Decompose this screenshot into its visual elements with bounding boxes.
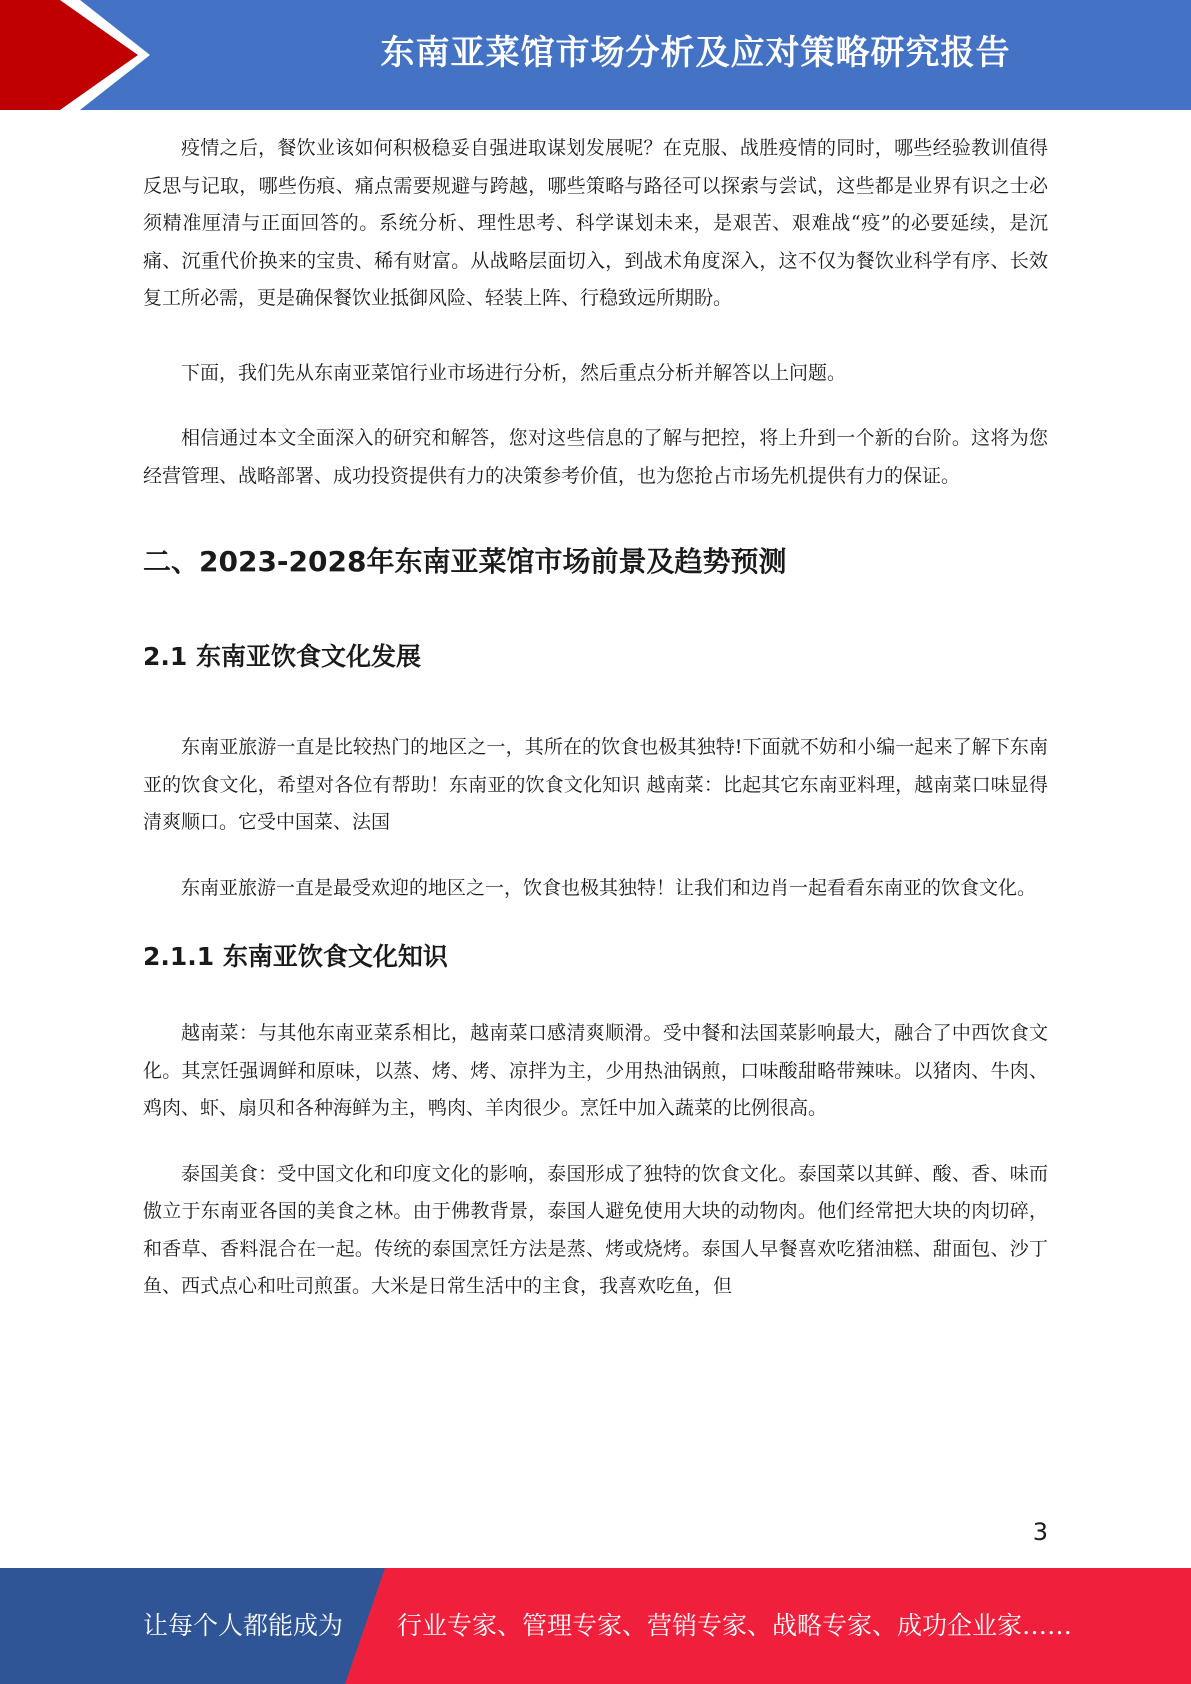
subsection-heading: 2.1 东南亚饮食文化发展	[143, 642, 421, 671]
page-footer	[0, 1568, 1191, 1684]
intro-paragraph: 下面，我们先从东南亚菜馆行业市场进行分析，然后重点分析并解答以上问题。	[181, 361, 847, 384]
page-content	[143, 130, 1048, 1306]
body-paragraph: 东南亚旅游一直是最受欢迎的地区之一，饮食也极其独特！让我们和边肖一起看看东南亚的饮食文化。	[181, 876, 1037, 899]
footer-slogan-left: 让每个人都能成为	[143, 1611, 344, 1640]
page-header	[0, 0, 1191, 110]
subsection-heading: 2.1.1 东南亚饮食文化知识	[143, 942, 448, 971]
section-heading: 二、2023-2028年东南亚菜馆市场前景及趋势预测	[143, 545, 787, 578]
intro-paragraph: 相信通过本文全面深入的研究和解答，您对这些信息的了解与把控，将上升到一个新的台阶。这将为您经营管理、战略部署、成功投资提供有力的决策参考价值，也为您抢占市场先机提供有力的保证。	[143, 427, 1048, 487]
footer-slogan-right: 行业专家、管理专家、营销专家、战略专家、成功企业家……	[397, 1611, 1073, 1640]
body-paragraph: 泰国美食：受中国文化和印度文化的影响，泰国形成了独特的饮食文化。泰国菜以其鲜、酸、香、味而傲立于东南亚各国的美食之林。由于佛教背景，泰国人避免使用大块的动物肉。他们经常把大块的肉切碎，和香草、香料混合在一起。传统的泰国烹饪方法是蒸、烤或烧烤。泰国人早餐喜欢吃猪油糕、甜面包、沙丁鱼、西式点心和吐司煎蛋。大米是日常生活中的主食，我喜欢吃鱼，但	[143, 1162, 1048, 1297]
body-paragraph: 越南菜：与其他东南亚菜系相比，越南菜口感清爽顺滑。受中餐和法国菜影响最大，融合了中西饮食文化。其烹饪强调鲜和原味，以蒸、烤、烤、凉拌为主，少用热油锅煎，口味酸甜略带辣味。以猪肉、牛肉、鸡肉、虾、扇贝和各种海鲜为主，鸭肉、羊肉很少。烹饪中加入蔬菜的比例很高。	[143, 1022, 1048, 1119]
document-title: 东南亚菜馆市场分析及应对策略研究报告	[380, 33, 1011, 73]
intro-paragraph: 疫情之后，餐饮业该如何积极稳妥自强进取谋划发展呢？在克服、战胜疫情的同时，哪些经验教训值得反思与记取，哪些伤痕、痛点需要规避与跨越，哪些策略与路径可以探索与尝试，这些都是业界有识之士必须精准厘清与正面回答的。系统分析、理性思考、科学谋划未来，是艰苦、艰难战“疫”的必要延续，是沉痛、沉重代价换来的宝贵、稀有财富。从战略层面切入，到战术角度深入，这不仅为餐饮业科学有序、长效复工所必需，更是确保餐饮业抵御风险、轻装上阵、行稳致远所期盼。	[143, 137, 1048, 309]
page-number: 3	[1032, 1518, 1048, 1546]
body-paragraph: 东南亚旅游一直是比较热门的地区之一，其所在的饮食也极其独特!下面就不妨和小编一起来了解下东南亚的饮食文化，希望对各位有帮助！东南亚的饮食文化知识 越南菜：比起其它东南亚料理，越南菜口味显得清爽顺口。它受中国菜、法国	[143, 736, 1048, 833]
